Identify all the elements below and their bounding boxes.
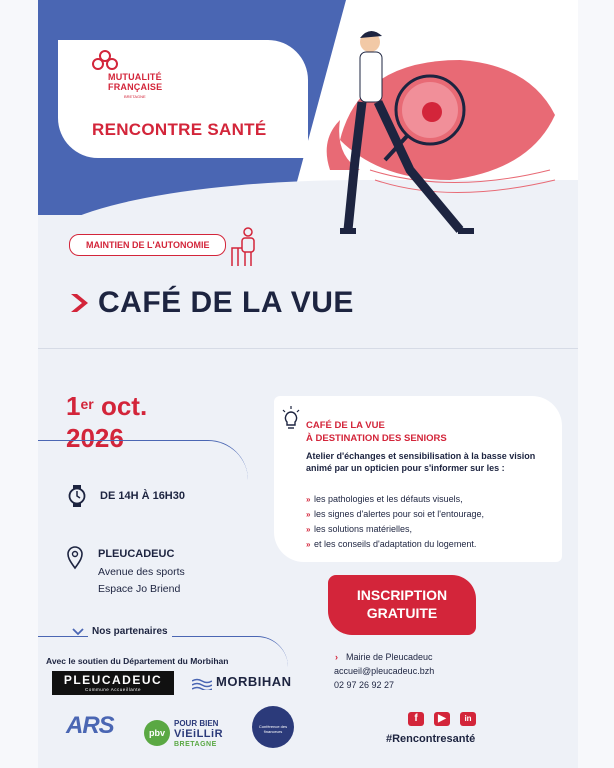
date-divider (38, 440, 248, 481)
card-intro: Atelier d'échanges et sensibilisation à la basse vision animé par un opticien pour s'informer sur les : (306, 451, 536, 473)
pleucadeuc-logo: PLEUCADEUC Commune Accueillante (52, 671, 174, 695)
list-item: » les pathologies et les défauts visuels, (306, 492, 484, 507)
eye-doctor-illustration (300, 20, 570, 250)
chevron-right-icon (68, 292, 90, 314)
youtube-icon[interactable]: ▶ (434, 712, 450, 726)
autonomie-tag: MAINTIEN DE L'AUTONOMIE (69, 234, 226, 256)
location-pin-icon (66, 546, 84, 570)
list-item: » les signes d'alertes pour soi et l'entourage, (306, 507, 484, 522)
pbv-mark: pbv (144, 720, 170, 746)
event-time: DE 14H À 16H30 (100, 490, 185, 502)
facebook-icon[interactable]: f (408, 712, 424, 726)
pbv-line3: BRETAGNE (174, 741, 217, 748)
logo-text: MUTUALITÉ FRANÇAISE (108, 72, 163, 92)
person-walker-icon (228, 226, 264, 270)
card-list (306, 492, 484, 552)
divider (38, 348, 578, 349)
partners-soutien: Avec le soutien du Département du Morbihan (46, 656, 229, 666)
list-item: » les solutions matérielles, (306, 522, 484, 537)
card-heading-2: À DESTINATION DES SENIORS (306, 433, 447, 444)
contact-chevron-icon: › (335, 652, 338, 662)
hashtag: #Rencontresanté (386, 733, 476, 745)
morbihan-logo: MORBIHAN (216, 674, 292, 689)
contact-phone[interactable]: 02 97 26 92 27 (334, 680, 395, 690)
bullet-chevron-icon: » (306, 510, 311, 519)
mutualite-logo (92, 50, 162, 100)
card-heading-1: CAFÉ DE LA VUE (306, 420, 385, 431)
poster (38, 0, 578, 768)
pbv-line1: POUR BIEN (174, 719, 219, 728)
pbv-line2: ViEiLLiR (174, 728, 224, 740)
partners-heading: Nos partenaires (88, 626, 172, 637)
page-title: CAFÉ DE LA VUE (98, 286, 354, 319)
contact-name: Mairie de Pleucadeuc (346, 652, 433, 662)
location-street: Avenue des sports (98, 566, 185, 578)
bullet-chevron-icon: » (306, 495, 311, 504)
bullet-chevron-icon: » (306, 525, 311, 534)
logo-cells-icon (92, 50, 116, 72)
list-item: » et les conseils d'adaptation du logement. (306, 537, 484, 552)
contact-email[interactable]: accueil@pleucadeuc.bzh (334, 666, 435, 676)
location-place: Espace Jo Briend (98, 583, 181, 595)
lightbulb-icon (282, 406, 300, 432)
conference-financeurs-logo: Conférence des financeurs (252, 706, 294, 748)
bullet-chevron-icon: » (306, 540, 311, 549)
ars-logo: ARS (66, 712, 114, 739)
watch-icon (66, 485, 88, 507)
event-date: 1er oct. 2026 (66, 391, 148, 453)
logo-sub: BRETAGNE (124, 94, 146, 99)
location-town: PLEUCADEUC (98, 548, 175, 560)
linkedin-icon[interactable]: in (460, 712, 476, 726)
chevron-down-icon (72, 628, 84, 636)
rencontre-sante-heading: RENCONTRE SANTÉ (92, 120, 267, 139)
inscription-badge: INSCRIPTION GRATUITE (328, 575, 476, 635)
